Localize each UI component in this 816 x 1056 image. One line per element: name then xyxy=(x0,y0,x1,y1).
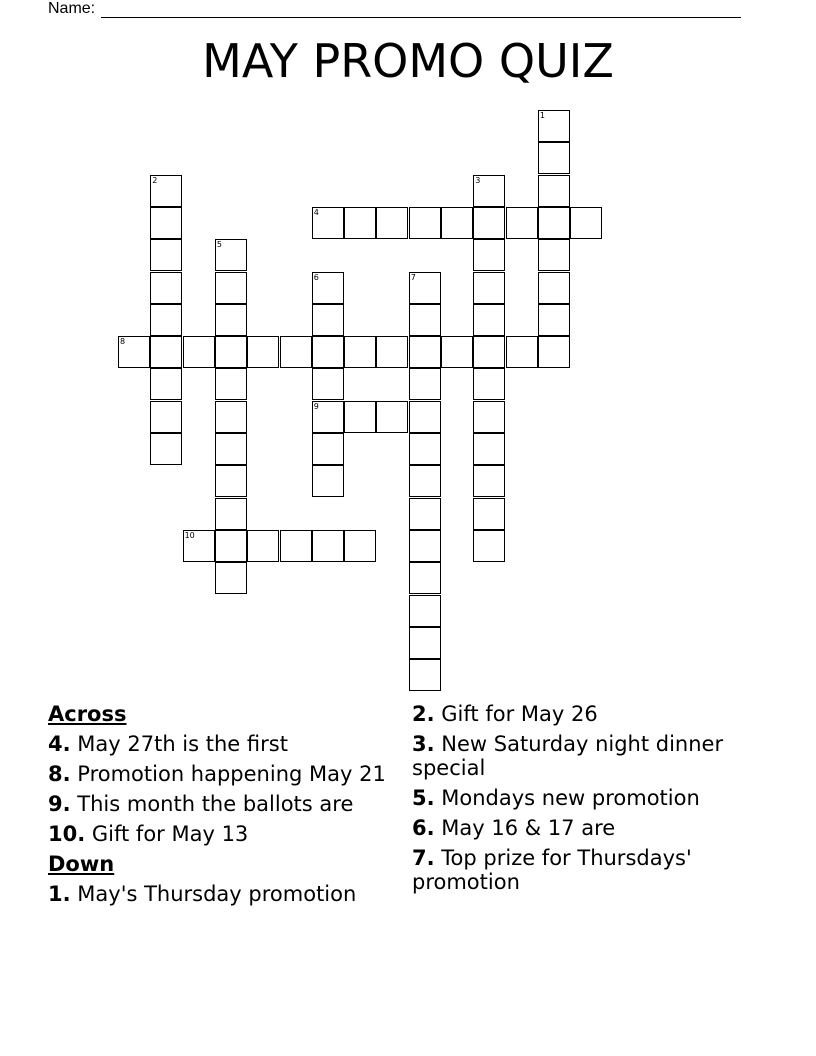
grid-cell[interactable] xyxy=(538,207,570,239)
grid-cell[interactable] xyxy=(247,336,279,368)
grid-cell[interactable] xyxy=(376,336,408,368)
clue-number: 8. xyxy=(48,762,71,786)
clue-across-10 xyxy=(48,822,388,846)
grid-cell[interactable] xyxy=(215,336,247,368)
grid-cell[interactable] xyxy=(215,498,247,530)
clues-left-column xyxy=(48,702,388,912)
grid-cell[interactable] xyxy=(409,627,441,659)
clue-number: 3. xyxy=(412,732,435,756)
grid-cell[interactable] xyxy=(473,175,505,207)
grid-cell[interactable] xyxy=(473,530,505,562)
grid-cell[interactable] xyxy=(538,336,570,368)
cell-number: 3 xyxy=(475,175,481,185)
grid-cell[interactable] xyxy=(183,530,215,562)
clue-text: New Saturday night dinner special xyxy=(412,732,724,780)
grid-cell[interactable] xyxy=(312,207,344,239)
grid-cell[interactable] xyxy=(150,175,182,207)
clue-number: 2. xyxy=(412,702,435,726)
clues-right-column xyxy=(412,702,772,900)
grid-cell[interactable] xyxy=(215,368,247,400)
grid-cell[interactable] xyxy=(538,272,570,304)
clue-text: May's Thursday promotion xyxy=(77,882,357,906)
grid-cell[interactable] xyxy=(215,465,247,497)
clue-text: Mondays new promotion xyxy=(441,786,700,810)
grid-cell[interactable] xyxy=(409,304,441,336)
grid-cell[interactable] xyxy=(215,530,247,562)
grid-cell[interactable] xyxy=(409,659,441,691)
clue-text: May 27th is the first xyxy=(77,732,288,756)
grid-cell[interactable] xyxy=(409,465,441,497)
grid-cell[interactable] xyxy=(280,336,312,368)
clue-number: 9. xyxy=(48,792,71,816)
grid-cell[interactable] xyxy=(215,304,247,336)
cell-number: 5 xyxy=(216,240,222,250)
grid-cell[interactable] xyxy=(473,304,505,336)
clue-down-7 xyxy=(412,846,772,894)
grid-cell[interactable] xyxy=(409,368,441,400)
grid-cell[interactable] xyxy=(409,401,441,433)
down-heading: Down xyxy=(48,852,115,876)
clue-number: 10. xyxy=(48,822,86,846)
name-label: Name: xyxy=(48,0,96,17)
clue-number: 6. xyxy=(412,816,435,840)
grid-cell[interactable] xyxy=(506,336,538,368)
grid-cell[interactable] xyxy=(506,207,538,239)
grid-cell[interactable] xyxy=(441,336,473,368)
clue-down-6 xyxy=(412,816,772,840)
grid-cell[interactable] xyxy=(409,207,441,239)
grid-cell[interactable] xyxy=(409,336,441,368)
grid-cell[interactable] xyxy=(473,239,505,271)
grid-cell[interactable] xyxy=(150,272,182,304)
grid-cell[interactable] xyxy=(538,239,570,271)
grid-cell[interactable] xyxy=(538,142,570,174)
clue-number: 7. xyxy=(412,846,435,870)
clue-down-2 xyxy=(412,702,772,726)
clue-down-3 xyxy=(412,732,772,780)
cell-number: 8 xyxy=(120,337,126,347)
grid-cell[interactable] xyxy=(409,498,441,530)
cell-number: 1 xyxy=(539,111,545,120)
grid-cell[interactable] xyxy=(215,401,247,433)
grid-cell[interactable] xyxy=(312,304,344,336)
grid-cell[interactable] xyxy=(215,239,247,271)
clue-number: 1. xyxy=(48,882,71,906)
grid-cell[interactable] xyxy=(312,401,344,433)
grid-cell[interactable] xyxy=(473,336,505,368)
grid-cell[interactable] xyxy=(150,368,182,400)
cell-number: 6 xyxy=(313,272,319,282)
cell-number: 4 xyxy=(313,207,319,217)
grid-cell[interactable] xyxy=(215,433,247,465)
clue-down-1 xyxy=(48,882,388,906)
grid-cell[interactable] xyxy=(473,207,505,239)
grid-cell[interactable] xyxy=(312,272,344,304)
grid-cell[interactable] xyxy=(215,272,247,304)
grid-cell[interactable] xyxy=(376,207,408,239)
grid-cell[interactable] xyxy=(344,207,376,239)
grid-cell[interactable] xyxy=(409,433,441,465)
grid-cell[interactable] xyxy=(538,175,570,207)
cell-number: 7 xyxy=(410,272,416,282)
grid-cell[interactable] xyxy=(473,498,505,530)
clue-text: Promotion happening May 21 xyxy=(77,762,386,786)
grid-cell[interactable] xyxy=(409,562,441,594)
grid-cell[interactable] xyxy=(183,336,215,368)
grid-cell[interactable] xyxy=(344,401,376,433)
grid-cell[interactable] xyxy=(280,530,312,562)
grid-cell[interactable] xyxy=(247,530,279,562)
across-heading: Across xyxy=(48,702,127,726)
grid-cell[interactable] xyxy=(409,272,441,304)
grid-cell[interactable] xyxy=(312,530,344,562)
clue-number: 4. xyxy=(48,732,71,756)
grid-cell[interactable] xyxy=(473,433,505,465)
grid-cell[interactable] xyxy=(441,207,473,239)
grid-cell[interactable] xyxy=(473,272,505,304)
grid-cell[interactable] xyxy=(215,562,247,594)
grid-cell[interactable] xyxy=(150,336,182,368)
grid-cell[interactable] xyxy=(570,207,602,239)
cell-number: 10 xyxy=(184,530,195,540)
cell-number: 2 xyxy=(152,175,158,185)
grid-cell[interactable] xyxy=(150,433,182,465)
clue-across-8 xyxy=(48,762,388,786)
grid-cell[interactable] xyxy=(473,401,505,433)
clue-text: Top prize for Thursdays' promotion xyxy=(412,846,692,894)
clue-text: This month the ballots are xyxy=(77,792,354,816)
grid-cell[interactable] xyxy=(473,465,505,497)
cell-number: 9 xyxy=(313,401,319,411)
grid-cell[interactable] xyxy=(150,304,182,336)
grid-cell[interactable] xyxy=(409,530,441,562)
clue-text: Gift for May 26 xyxy=(441,702,598,726)
clue-number: 5. xyxy=(412,786,435,810)
clue-across-9 xyxy=(48,792,388,816)
grid-cell[interactable] xyxy=(150,239,182,271)
grid-cell[interactable] xyxy=(538,110,570,142)
grid-cell[interactable] xyxy=(312,465,344,497)
grid-cell[interactable] xyxy=(150,207,182,239)
grid-cell[interactable] xyxy=(473,368,505,400)
grid-cell[interactable] xyxy=(376,401,408,433)
grid-cell[interactable] xyxy=(409,595,441,627)
clue-across-4 xyxy=(48,732,388,756)
grid-cell[interactable] xyxy=(312,336,344,368)
grid-cell[interactable] xyxy=(118,336,150,368)
clue-text: May 16 & 17 are xyxy=(441,816,616,840)
grid-cell[interactable] xyxy=(150,401,182,433)
clue-down-5 xyxy=(412,786,772,810)
grid-cell[interactable] xyxy=(344,336,376,368)
grid-cell[interactable] xyxy=(538,304,570,336)
page-title: MAY PROMO QUIZ xyxy=(202,34,614,88)
grid-cell[interactable] xyxy=(312,433,344,465)
clue-text: Gift for May 13 xyxy=(91,822,249,846)
grid-cell[interactable] xyxy=(344,530,376,562)
grid-cell[interactable] xyxy=(312,368,344,400)
